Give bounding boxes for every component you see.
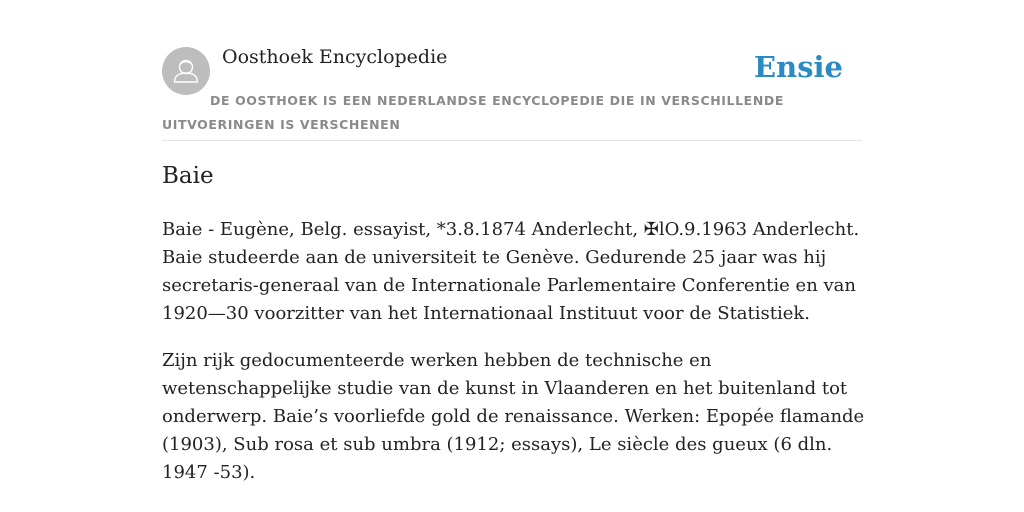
- source-title[interactable]: Oosthoek Encyclopedie: [222, 46, 448, 68]
- article-paragraph: Zijn rijk gedocumenteerde werken hebben de technische en wetenschappelijke studie van de kunst in Vlaanderen en het buitenland tot onderwerp. Baie’s voorliefde gold de renaissance. Werken: Epopée flamande (1903), Sub rosa et sub umbra (1912; essays), Le siècle des gueux (6 dln. 1947 -53).: [162, 350, 865, 483]
- brand-logo[interactable]: Ensie: [754, 50, 843, 84]
- source-description: DE OOSTHOEK IS EEN NEDERLANDSE ENCYCLOPEDIE DIE IN VERSCHILLENDE UITVOERINGEN IS VERSCHENEN: [162, 93, 784, 132]
- article-paragraph: Baie - Eugène, Belg. essayist, *3.8.1874 Anderlecht, ✠lO.9.1963 Anderlecht. Baie studeerde aan de universiteit te Genève. Gedurende 25 jaar was hij secretaris-generaal van de Internationale Parlementaire Conferentie en van 1920—30 voorzitter van het Internationaal Instituut voor de Statistiek.: [162, 219, 860, 324]
- user-icon: [162, 47, 210, 95]
- article-body: [162, 216, 872, 506]
- source-header: [162, 44, 862, 141]
- article-title: Baie: [162, 163, 214, 189]
- source-avatar[interactable]: [162, 47, 210, 95]
